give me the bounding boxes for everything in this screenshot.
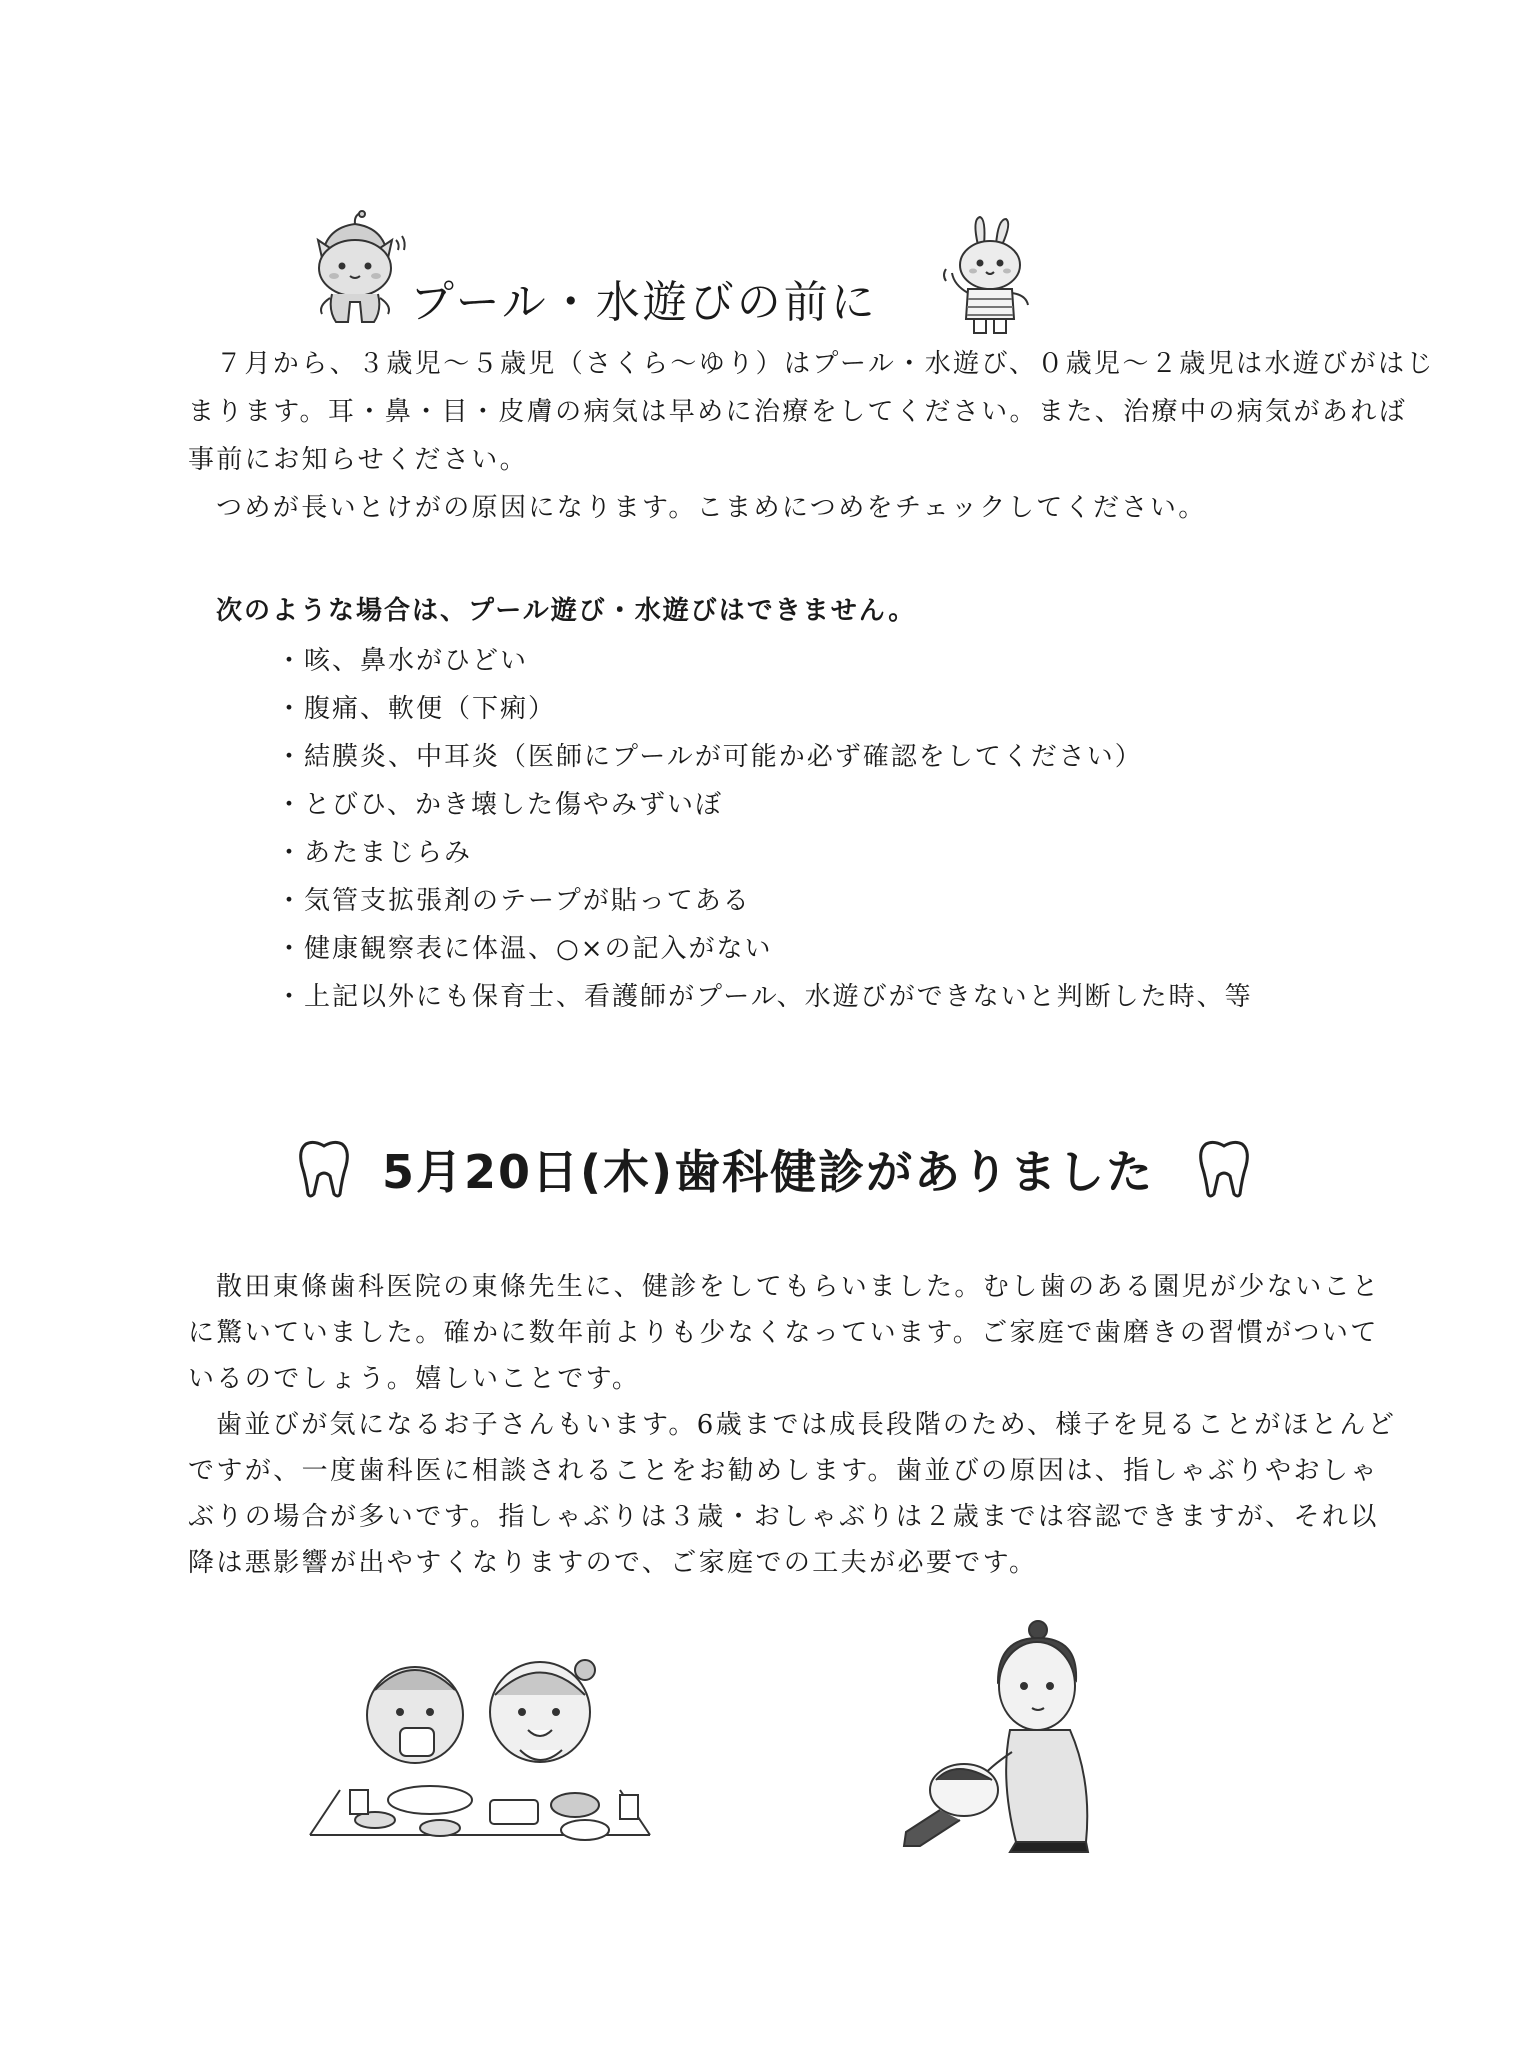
condition-item: ・ あたまじらみ bbox=[276, 829, 1253, 877]
pool-section-header bbox=[300, 210, 1020, 340]
children-eating-illustration bbox=[300, 1650, 660, 1860]
rabbit-swimsuit-illustration bbox=[940, 215, 1040, 340]
dental-section-header bbox=[296, 1130, 1256, 1210]
condition-item: ・ 上記以外にも保育士、看護師がプール、水遊びができないと判断した時、等 bbox=[276, 973, 1253, 1021]
condition-item: ・ とびひ、かき壊した傷やみずいぼ bbox=[276, 781, 1253, 829]
cat-swimcap-illustration bbox=[300, 210, 410, 335]
dental-section-title: 5月20日(木)歯科健診がありました bbox=[382, 1145, 1155, 1199]
dental-line: 歯並びが気になるお子さんもいます。6歳までは成長段階のため、様子を見ることがほとんど bbox=[216, 1410, 1397, 1440]
dental-line: に驚いていました。確かに数年前よりも少なくなっています。ご家庭で歯磨きの習慣がついて bbox=[188, 1318, 1379, 1348]
dental-line: ですが、一度歯科医に相談されることをお勧めします。歯並びの原因は、指しゃぶりやおしゃ bbox=[188, 1456, 1379, 1486]
tooth-icon bbox=[296, 1138, 352, 1200]
dental-line: いるのでしょう。嬉しいことです。 bbox=[188, 1364, 641, 1394]
mother-brushing-teeth-illustration bbox=[900, 1620, 1100, 1870]
pool-conditions-list bbox=[276, 637, 1253, 1021]
tooth-icon bbox=[1196, 1138, 1252, 1200]
dental-paragraph bbox=[188, 1264, 1397, 1586]
pool-intro-paragraph bbox=[188, 340, 1435, 532]
pool-intro-line: つめが長いとけがの原因になります。こまめにつめをチェックしてください。 bbox=[216, 493, 1207, 523]
dental-line: ぶりの場合が多いです。指しゃぶりは３歳・おしゃぶりは２歳までは容認できますが、それ以 bbox=[188, 1502, 1379, 1532]
condition-item: ・ 結膜炎、中耳炎（医師にプールが可能か必ず確認をしてください） bbox=[276, 733, 1253, 781]
condition-item: ・ 腹痛、軟便（下痢） bbox=[276, 685, 1253, 733]
dental-line: 降は悪影響が出やすくなりますので、ご家庭での工夫が必要です。 bbox=[188, 1548, 1038, 1578]
pool-section-title: プール・水遊びの前に bbox=[410, 277, 878, 328]
condition-item: ・ 健康観察表に体温、○×の記入がない bbox=[276, 925, 1253, 973]
dental-line: 散田東條歯科医院の東條先生に、健診をしてもらいました。むし歯のある園児が少ないこと bbox=[216, 1272, 1381, 1302]
pool-intro-line: ７月から、３歳児～５歳児（さくら～ゆり）はプール・水遊び、０歳児～２歳児は水遊びがはじ bbox=[216, 349, 1435, 379]
condition-item: ・ 気管支拡張剤のテープが貼ってある bbox=[276, 877, 1253, 925]
pool-intro-line: まります。耳・鼻・目・皮膚の病気は早めに治療をしてください。また、治療中の病気があれば bbox=[188, 397, 1408, 427]
pool-intro-line: 事前にお知らせください。 bbox=[188, 445, 529, 475]
condition-item: ・ 咳、鼻水がひどい bbox=[276, 637, 1253, 685]
pool-warning-heading: 次のような場合は、プール遊び・水遊びはできません。 bbox=[216, 596, 917, 626]
